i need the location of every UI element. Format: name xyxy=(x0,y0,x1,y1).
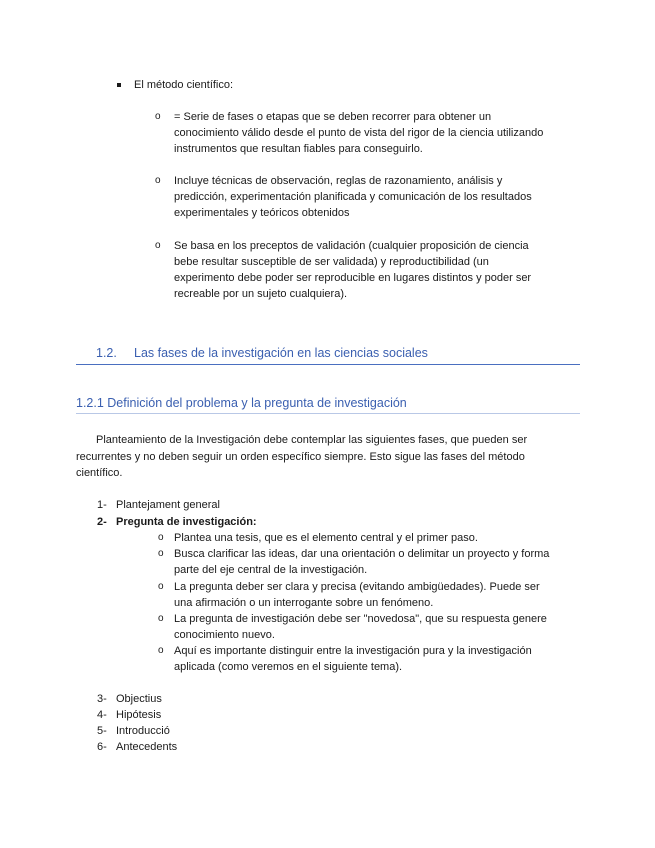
pregunta-sub-item-1-line-1: Plantea una tesis, que es el elemento central y el primer paso. xyxy=(174,532,478,544)
list-item-antecedents: Antecedents xyxy=(116,741,178,753)
circle-bullet-icon: o xyxy=(158,548,164,559)
pregunta-sub-item-5-line-2: aplicada (como veremos en el siguiente tema). xyxy=(174,661,403,673)
list-number: 1- xyxy=(97,499,107,511)
heading-1-2-number: 1.2. xyxy=(96,346,117,360)
circle-bullet-icon: o xyxy=(158,645,164,656)
method-sub-item-2-line-2: predicción, experimentación planificada y comunicación de los resultados xyxy=(174,191,532,203)
circle-bullet-icon: o xyxy=(158,613,164,624)
method-bullet-label: El método científico: xyxy=(134,79,234,91)
list-number: 6- xyxy=(97,741,107,753)
paragraph-line-1: Planteamiento de la Investigación debe contemplar las siguientes fases, que pueden ser xyxy=(96,434,528,446)
heading-1-2-title: Las fases de la investigación en las ciencias sociales xyxy=(134,346,428,360)
pregunta-sub-item-5-line-1: Aquí es importante distinguir entre la investigación pura y la investigación xyxy=(174,645,532,657)
circle-bullet-icon: o xyxy=(155,175,161,186)
list-number: 3- xyxy=(97,693,107,705)
heading-1-2-1-underline xyxy=(76,413,580,414)
circle-bullet-icon: o xyxy=(158,581,164,592)
method-sub-item-3-line-4: recreable por un sujeto cualquiera). xyxy=(174,288,348,300)
list-item-objectius: Objectius xyxy=(116,693,162,705)
circle-bullet-icon: o xyxy=(155,240,161,251)
heading-1-2-underline xyxy=(76,364,580,365)
list-number: 2- xyxy=(97,516,107,528)
list-item-hipotesis: Hipótesis xyxy=(116,709,162,721)
pregunta-sub-item-3-line-1: La pregunta deber ser clara y precisa (evitando ambigüedades). Puede ser xyxy=(174,581,540,593)
list-item-pregunta: Pregunta de investigación: xyxy=(116,516,257,528)
method-sub-item-1-line-1: = Serie de fases o etapas que se deben recorrer para obtener un xyxy=(174,111,492,123)
method-sub-item-3-line-1: Se basa en los preceptos de validación (cualquier proposición de ciencia xyxy=(174,240,529,252)
method-sub-item-3-line-3: experimento debe poder ser reproducible en lugares distintos y poder ser xyxy=(174,272,532,284)
pregunta-sub-item-4-line-1: La pregunta de investigación debe ser "novedosa", que su respuesta genere xyxy=(174,613,547,625)
method-sub-item-3-line-2: bebe resultar susceptible de ser validada) y reproductibilidad (un xyxy=(174,256,489,268)
list-item-plantejament: Plantejament general xyxy=(116,499,220,511)
method-sub-item-2-line-1: Incluye técnicas de observación, reglas de razonamiento, análisis y xyxy=(174,175,503,187)
list-number: 4- xyxy=(97,709,107,721)
paragraph-line-2: recurrentes y no deben seguir un orden específico siempre. Esto sigue las fases del método xyxy=(76,451,525,463)
pregunta-sub-item-2-line-2: parte del eje central de la investigación. xyxy=(174,564,368,576)
list-item-introduccio: Introducció xyxy=(116,725,170,737)
method-sub-item-1-line-3: instrumentos que resultan fiables para conseguirlo. xyxy=(174,143,423,155)
heading-1-2-1-title: 1.2.1 Definición del problema y la pregunta de investigación xyxy=(76,396,407,410)
square-bullet-icon xyxy=(117,83,121,87)
method-sub-item-2-line-3: experimentales y teóricos obtenidos xyxy=(174,207,350,219)
method-sub-item-1-line-2: conocimiento válido desde el punto de vista del rigor de la ciencia utilizando xyxy=(174,127,544,139)
pregunta-sub-item-2-line-1: Busca clarificar las ideas, dar una orientación o delimitar un proyecto y forma xyxy=(174,548,550,560)
pregunta-sub-item-4-line-2: conocimiento nuevo. xyxy=(174,629,275,641)
paragraph-line-3: científico. xyxy=(76,467,123,479)
pregunta-sub-item-3-line-2: una afirmación o un interrogante sobre un fenómeno. xyxy=(174,597,434,609)
circle-bullet-icon: o xyxy=(158,532,164,543)
list-number: 5- xyxy=(97,725,107,737)
circle-bullet-icon: o xyxy=(155,111,161,122)
